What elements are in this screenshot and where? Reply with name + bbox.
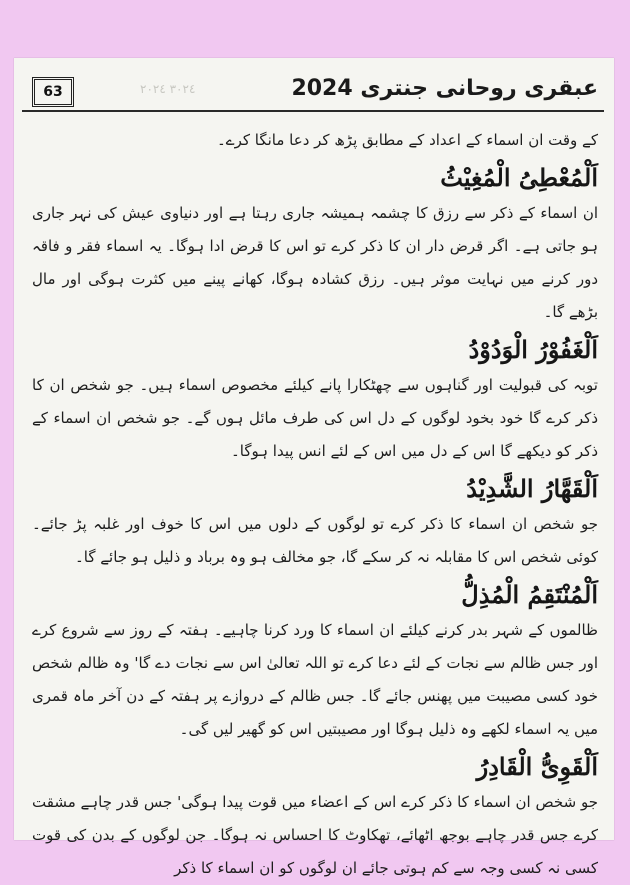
section-alqawi-alqadir	[32, 748, 598, 885]
faint-header-text: ٣٠٢٤ ٢٠٢٤	[140, 82, 196, 96]
section-heading: اَلْمُعْطِیُ الْمُغِیْثُ	[440, 163, 598, 192]
running-title-text: عبقری روحانی جنتری	[360, 76, 598, 101]
section-text: جو شخص ان اسماء کا ذکر کرے تو لوگوں کے دلوں میں اس کا خوف اور غلبہ پڑ جائے۔ کوئی شخص اس کا مقابلہ نہ کر سکے گا، جو مخالف ہو وہ برباد و ذلیل ہو جائے گا۔	[32, 515, 598, 566]
section-heading: اَلْغَفُوْرُ الْوَدُوْدُ	[468, 335, 598, 364]
section-heading: اَلْقَوِیُّ الْقَادِرُ	[476, 752, 598, 781]
running-title	[291, 76, 598, 101]
section-heading: اَلْمُنْتَقِمُ الْمُذِلُّ	[461, 580, 598, 609]
section-almuti-almughith	[32, 159, 598, 329]
section-text: ان اسماء کے ذکر سے رزق کا چشمہ ہمیشہ جاری رہتا ہے اور دنیاوی عیش کی نہر جاری ہو جاتی ہے۔ اگر قرض دار ان کا ذکر کرے تو اس کا قرض ادا ہوگا۔ یہ اسماء فقر و فاقہ دور کرنے میں نہایت موثر ہیں۔ رزق کشادہ ہوگا، کھانے پینے میں کثرت ہوگی اور مال بڑھے گا۔	[32, 204, 598, 321]
page-number	[32, 77, 74, 107]
section-alghafur-alwadud	[32, 331, 598, 468]
page-number-text: 63	[43, 84, 63, 100]
section-text: ظالموں کے شہر بدر کرنے کیلئے ان اسماء کا ورد کرنا چاہیے۔ ہفتہ کے روز سے شروع کرے اور جس ظالم سے نجات کے لئے دعا کرے تو اللہ تعالیٰ اس سے نجات دے گا' وہ ظالم شخص خود کسی مصیبت میں پھنس جائے گا۔ جس ظالم کے دروازے پر ہفتہ کے دن آخر ماہ قمری میں یہ اسماء لکھے وہ ذلیل ہوگا اور مصیبتیں اس کو گھیر لیں گی۔	[32, 621, 598, 738]
section-text: جو شخص ان اسماء کا ذکر کرے اس کے اعضاء میں قوت پیدا ہوگی' جس قدر چاہے مشقت کرے جس قدر چاہے بوجھ اٹھائے، تھکاوٹ کا احساس نہ ہوگا۔ جن لوگوں کے بدن کی قوت کسی نہ کسی وجہ سے کم ہوتی جائے ان لوگوں کو ان اسماء کا ذکر	[32, 793, 598, 877]
page-body	[32, 124, 598, 885]
running-title-year: 2024	[291, 76, 353, 101]
section-alqahhar-alshadid	[32, 470, 598, 574]
section-text: توبہ کی قبولیت اور گناہوں سے چھٹکارا پانے کیلئے مخصوص اسماء ہیں۔ جو شخص ان کا ذکر کرے گا خود بخود لوگوں کے دل اس کی طرف مائل ہوں گے۔ جو شخص ان اسماء کے ذکر کو دیکھے گا اس کے دل میں اس کے لئے انس پیدا ہوگا۔	[32, 376, 598, 460]
section-heading: اَلْقَهَّارُ الشَّدِیْدُ	[466, 474, 598, 503]
book-page	[14, 58, 614, 877]
intro-line: کے وقت ان اسماء کے اعداد کے مطابق پڑھ کر دعا مانگا کرے۔	[217, 131, 598, 149]
page-header	[22, 70, 604, 112]
section-almuntaqim-almudhil	[32, 576, 598, 746]
